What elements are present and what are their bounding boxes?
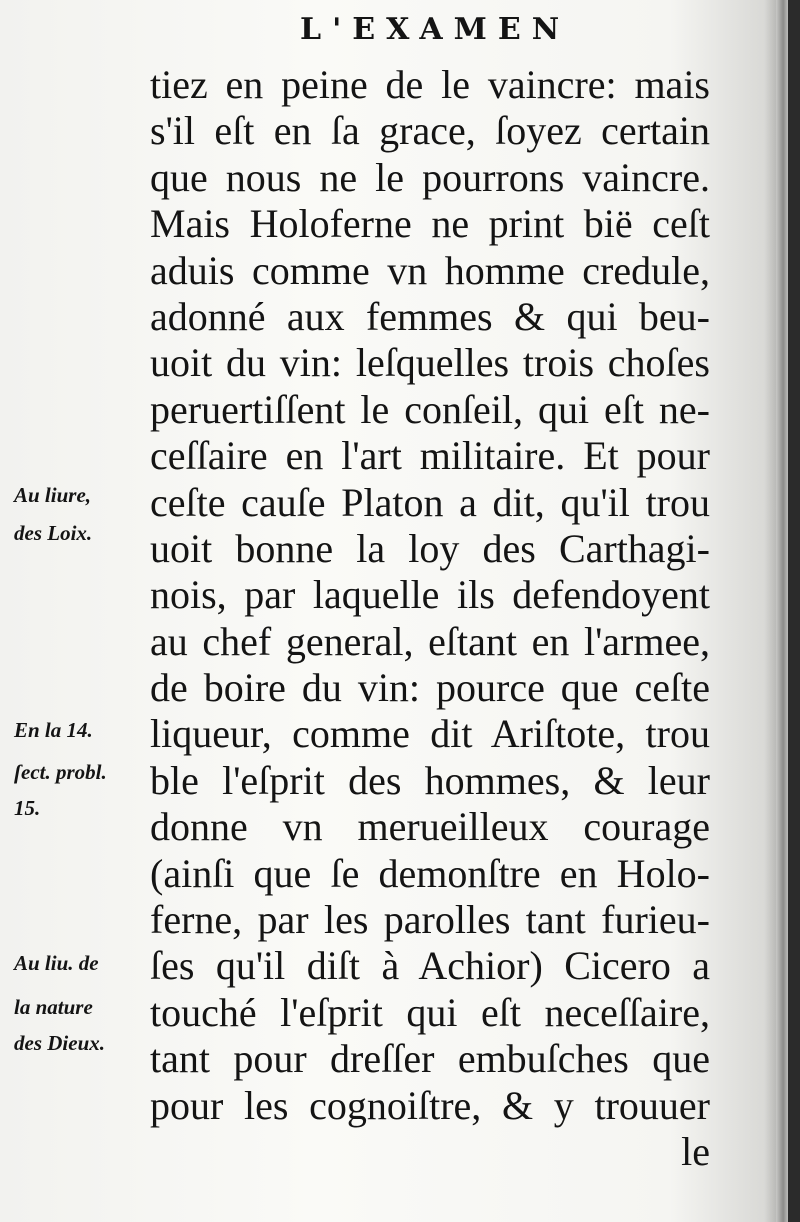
text-line: tiez en peine de le vaincre: mais	[150, 62, 710, 107]
text-line: donne vn merueilleux courage	[150, 804, 710, 850]
text-line: aduis comme vn homme credule,	[150, 247, 710, 293]
text-line: liqueur, comme dit Ariſtote, trou	[150, 711, 710, 757]
margin-note-cicero: la nature	[14, 995, 93, 1019]
margin-note-aristote: 15.	[14, 796, 41, 820]
text-line: touché l'eſprit qui eſt neceſſaire,	[150, 989, 710, 1035]
text-line: ble l'eſprit des hommes, & leur	[150, 757, 710, 803]
text-line: (ainſi que ſe demonſtre en Holo-	[150, 850, 710, 896]
page-edge	[776, 0, 788, 1222]
text-line: ceſſaire en l'art militaire. Et pour	[150, 433, 710, 479]
margin-note-aristote: ſect. probl.	[14, 760, 107, 784]
margin-note-platon: Au liure,	[14, 483, 92, 507]
margin-note-platon: des Loix.	[14, 521, 93, 545]
text-line: tant pour dreſſer embuſches que	[150, 1036, 710, 1082]
text-line: que nous ne le pourrons vaincre.	[150, 154, 710, 200]
text-line: s'il eſt en ſa grace, ſoyez certain	[150, 108, 710, 154]
running-head: L'EXAMEN	[300, 12, 571, 47]
text-line: uoit bonne la loy des Carthagi-	[150, 525, 710, 571]
text-line: ferne, par les parolles tant furieu-	[150, 897, 710, 943]
margin-note-aristote: En la 14.	[14, 718, 93, 742]
margin-note-cicero: Au liu. de	[14, 951, 99, 975]
text-line: pour les cognoiſtre, & y trouuer	[150, 1082, 710, 1128]
text-line: peruertiſſent le conſeil, qui eſt ne-	[150, 386, 710, 432]
text-line: au chef general, eſtant en l'armee,	[150, 618, 710, 664]
catchword: le	[681, 1128, 710, 1174]
margin-note-cicero: des Dieux.	[14, 1031, 105, 1055]
text-line: ceſte cauſe Platon a dit, qu'il trou	[150, 479, 710, 525]
text-line: Mais Holoferne ne print bië ceſt	[150, 201, 710, 247]
text-line: ſes qu'il diſt à Achior) Cicero a	[150, 943, 710, 989]
text-line: nois, par laquelle ils defendoyent	[150, 572, 710, 618]
text-line: uoit du vin: leſquelles trois choſes	[150, 340, 710, 386]
text-line: adonné aux femmes & qui beu-	[150, 293, 710, 339]
text-line: de boire du vin: pource que ceſte	[150, 665, 710, 711]
main-text-block	[150, 62, 710, 1175]
